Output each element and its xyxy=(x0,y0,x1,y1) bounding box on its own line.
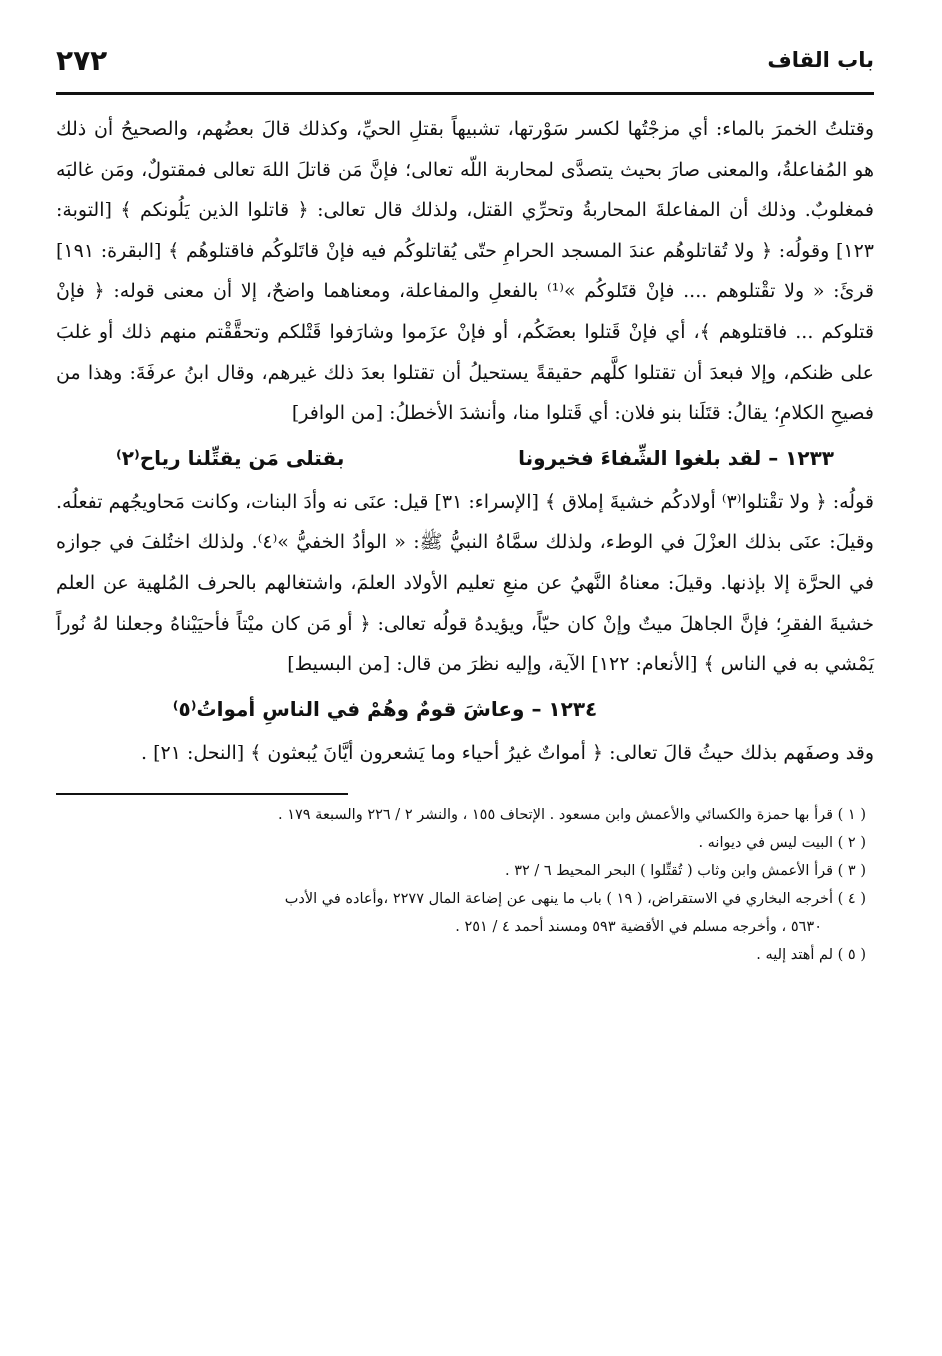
paragraph-amwat: وقد وصفَهم بذلك حيثُ قالَ تعالى: ﴿ أمواتٌ غيرُ أحياء وما يَشعرون أيَّانَ يُبعثون ﴾ [النحل: ٢١] . xyxy=(140,741,874,764)
verse-1233 xyxy=(56,436,874,480)
footnote-2: ( ٢ ) البيت ليس في ديوانه . xyxy=(698,835,866,852)
footnote-4: ( ٤ ) أخرجه البخاري في الاستقراض، ( ١٩ ) باب ما ينهى عن إضاعة المال ٢٢٧٧ ،وأعاده في الأدب xyxy=(284,891,866,908)
footnote-separator xyxy=(56,793,348,795)
page-header xyxy=(56,44,874,95)
paragraph-wad: قولُه: ﴿ ولا تقْتلوا⁽٣⁾ أولادكُم خشيةَ إملاق ﴾ [الإسراء: ٣١] قيل: عنَى نه وأدَ البنات، وكانت مَحاويجُهم تفعلُه. وقيلَ: عنَى بذلك العزْلَ في الوطء، ولذلك سمَّاهُ النبيُّ ﷺ: « الوأدُ الخفيُّ »⁽٤⁾. ولذلك اختُلفَ في جوازه في الحرَّة إلا بإذنها. وقيلَ: معناهُ النَّهيُ عن منعِ تعليم الأولاد العلمَ، واشتغالهم بالحرف المُلهية عن العلم خشيةَ الفقرِ؛ فإنَّ الجاهلَ ميتٌ وإنْ كان حيّاً، ويؤيدهُ قولُه تعالى: ﴿ أو مَن كان ميْتاً فأحيَيْناهُ وجعلنا لهُ نُوراً يَمْشي به في الناس ﴾ [الأنعام: ١٢٢] الآية، وإليه نظرَ من قال: [من البسيط] xyxy=(56,490,874,676)
footnote-3: ( ٣ ) قرأ الأعمش وابن وثاب ( تُقتِّلوا ) البحر المحيط ٦ / ٣٢ . xyxy=(504,863,866,880)
verse-1234: ١٢٣٤ – وعاشَ قومٌ وهُمْ في الناسِ أمواتُ⁽٥⁾ xyxy=(172,696,598,721)
footnote-5: ( ٥ ) لم أهتد إليه . xyxy=(756,947,866,964)
paragraph-qatl-wine: وقتلتُ الخمرَ بالماء: أي مزجْتُها لكسر سَوْرتها، تشبيهاً بقتلِ الحيِّ، وكذلك قالَ بعضُهم، والصحيحُ أن ذلك هو المُفاعلةُ، والمعنى صارَ بحيث يتصدَّى لمحاربة اللّه تعالى؛ فإنَّ مَن قاتلَ اللهَ تعالى فمقتولٌ، ومَن غالبَه فمغلوبٌ. وذلك أن المفاعلةَ المحاربةُ وتحرِّي القتل، ولذلك قال تعالى: ﴿ قاتلوا الذين يَلُونكم ﴾ [التوبة: ١٢٣] وقولُه: ﴿ ولا تُقاتلوهُم عندَ المسجد الحرامِ حتّى يُقاتلوكُم فيه فإنْ قاتَلوكُم فاقتلوهُم ﴾ [البقرة: ١٩١] قرئَ: « ولا تقْتلوهم .... فإنْ قتَلوكُم »⁽¹⁾ بالفعلِ والمفاعلة، ومعناهما واضحٌ، إلا أن معنى قوله: ﴿ فإنْ قتلوكم ... فاقتلوهم ﴾، أي فإنْ قَتلوا بعضَكُم، أو فإنْ عزَموا وشارَفوا قَتْلكم وتحقَّقْتم منهم ذلك أو غلبَ على ظنكم، وإلا فبعدَ أن تقتلوا كلَّهم حقيقةً يستحيلُ أن تقتلوا بعدَ ذلك غيرهم، وقال ابنُ عرفَةَ: وهذا من فصيحِ الكلامِ؛ يقالُ: قتَلَنا بنو فلان: أي قَتلوا منا، وأنشدَ الأخطلُ: [من الوافر] xyxy=(56,118,874,425)
footnote-4-continuation: ٥٦٣٠ ، وأخرجه مسلم في الأقضية ٥٩٣ ومسند أحمد ٤ / ٢٥١ . xyxy=(455,919,822,936)
chapter-title: باب القاف xyxy=(767,48,874,72)
page-number: ٢٧٢ xyxy=(56,44,108,77)
verse-1233-first-hemistich: ١٢٣٣ – لقد بلغوا الشِّفاءَ فخيرونا xyxy=(518,445,834,470)
main-text xyxy=(56,109,874,773)
footnotes xyxy=(56,801,874,969)
book-page xyxy=(56,44,874,1344)
verse-1233-second-hemistich: بقتلى مَن يقتِّلنا رياح⁽٢⁾ xyxy=(116,445,345,470)
footnote-1: ( ١ ) قرأ بها حمزة والكسائي والأعمش وابن مسعود . الإتحاف ١٥٥ ، والنشر ٢ / ٢٢٦ والسبعة ١٧٩ . xyxy=(277,807,866,824)
